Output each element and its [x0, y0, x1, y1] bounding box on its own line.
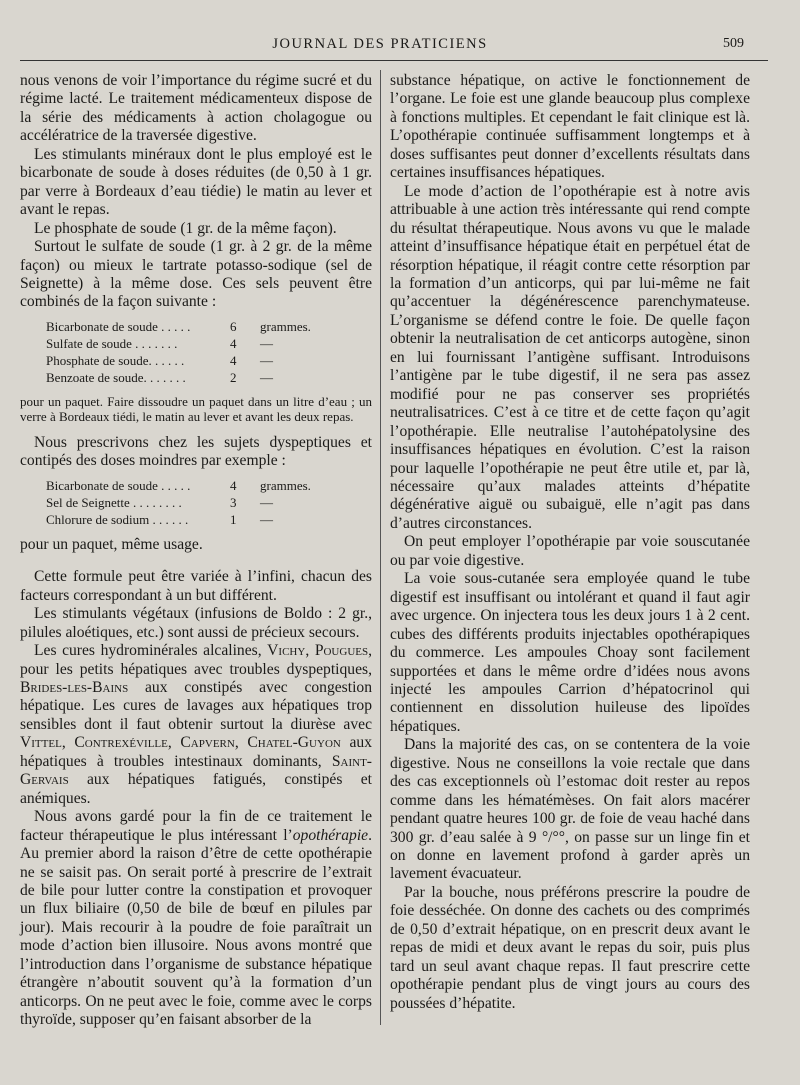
ingredient-unit: — [260, 335, 273, 351]
ingredient-name: Benzoate de soude. . . . . . . [46, 369, 186, 385]
text-run: . Au premier abord la raison d’être de cette opothérapie ne se saisit pas. On serait porté à prescrire de l’extrait de bile pour lutter contre la constipation et provoquer un flux biliaire (0,50 de bile de bœuf en pilules par jour). Mais recourir à la poudre de foie paraîtrait un mode d’action bien illusoire. Nous avons montré que l’introduction dans l’organisme de substance hépatique étrangère n’aboutit souvent qu’à la formation d’un anticorps. On ne peut avec le foie, comme avec le corps thyroïde, supposer qu’en faisant absorber de la [20, 826, 372, 1029]
spacer [20, 554, 372, 568]
recipe-table-1 [46, 318, 372, 386]
text-run: aux hépatiques à troubles intestinaux dominants, [20, 734, 373, 770]
paragraph: substance hépatique, on active le fonctionnement de l’organe. Le foie est une glande beaucoup plus complexe à fonctions multiples. Et cependant le fait clinique est là. L’opothérapie continuée suffisamment longtemps et à doses suffisantes peut donner d’excellents résultats dans certaines insuffisances hépatiques. [390, 72, 750, 182]
text-run: Nous avons gardé pour la fin de ce traitement le facteur thérapeutique le plus intéressant l’ [20, 808, 372, 844]
ingredient-name: Phosphate de soude. . . . . . [46, 352, 185, 368]
spa-name: Vittel [20, 734, 62, 752]
recipe-row [46, 494, 372, 511]
spa-name: Pougues [314, 642, 369, 660]
ingredient-unit: grammes. [260, 477, 311, 493]
text-run: , [305, 642, 315, 660]
ingredient-unit: grammes. [260, 318, 311, 334]
journal-title: JOURNAL DES PRATICIENS [272, 36, 488, 52]
running-header [0, 36, 800, 56]
ingredient-name: Bicarbonate de soude . . . . . [46, 318, 191, 334]
ingredient-unit: — [260, 511, 273, 527]
recipe-row [46, 318, 372, 335]
recipe-note: pour un paquet. Faire dissoudre un paquet dans un litre d’eau ; un verre à Bordeaux tiédi, le matin au lever et avant les deux repas. [20, 393, 372, 424]
right-column [390, 72, 750, 1013]
page-number: 509 [723, 36, 744, 51]
recipe-row [46, 352, 372, 369]
spa-name: Saint-Gervais [20, 752, 372, 789]
spa-name: Vichy [267, 642, 306, 660]
column-divider [380, 70, 381, 1025]
recipe-row [46, 511, 372, 528]
text-run: aux constipés avec congestion hépatique. Les cures de lavages aux hépatiques trop sensibles dont il faut obtenir surtout la diurèse avec [20, 678, 372, 733]
ingredient-name: Chlorure de sodium . . . . . . [46, 511, 189, 527]
text-run: , [61, 734, 75, 752]
spa-name: Capvern [180, 734, 235, 752]
spa-name: Brides-les-Bains [20, 678, 129, 696]
paragraph: Nous prescrivons chez les sujets dyspeptiques et contipés des doses moindres par exemple : [20, 433, 372, 470]
recipe-row [46, 477, 372, 494]
paragraph: On peut employer l’opothérapie par voie souscutanée ou par voie digestive. [390, 533, 750, 569]
ingredient-name: Sel de Seignette . . . . . . . . [46, 494, 182, 510]
ingredient-qty: 4 [230, 352, 237, 368]
text-run: , [234, 734, 248, 752]
ingredient-qty: 6 [230, 318, 237, 334]
ingredient-qty: 2 [230, 369, 237, 385]
recipe-table-2 [46, 477, 372, 528]
paragraph-cures [20, 642, 372, 808]
paragraph-opotherapie [20, 808, 372, 1029]
ingredient-qty: 1 [230, 511, 237, 527]
paragraph: pour un paquet, même usage. [20, 535, 203, 553]
paragraph: Les stimulants minéraux dont le plus employé est le bicarbonate de soude à doses réduites (de 0,50 à 1 gr. par verre à Bordeaux d’eau tiédie) le matin au lever et avant le repas. [20, 145, 372, 219]
text-run: aux hépatiques fatigués, constipés et anémiques. [20, 771, 372, 807]
ingredient-name: Bicarbonate de soude . . . . . [46, 477, 191, 493]
text-run: , [167, 734, 181, 752]
ingredient-name: Sulfate de soude . . . . . . . [46, 335, 178, 351]
paragraph: Dans la majorité des cas, on se contentera de la voie digestive. Nous ne conseillons la voie rectale que dans des cas exceptionnels où l’estomac doit rester au repos comme dans les hématémèses. On fait alors macérer pendant quatre heures 100 gr. de foie de veau haché dans 300 gr. d’eau salée à 9 °/°°, on passe sur un linge fin et on donne en lavement profond à garder après un lavement évacuateur. [390, 736, 750, 883]
emphasis: opothérapie [292, 826, 369, 844]
ingredient-unit: — [260, 369, 273, 385]
paragraph: Par la bouche, nous préférons prescrire la poudre de foie desséchée. On donne des cachets ou des comprimés de 0,50 d’extrait hépatique, on en prescrit deux avant le repas de midi et deux avant le repas du soir, puis plus tard un seul avant chaque repas. Il faut prescrire cette opothérapie pendant plus de vingt jours au cours des poussées d’hépatite. [390, 883, 750, 1012]
text-run: , pour les petits hépatiques avec troubles dyspeptiques, [20, 642, 373, 678]
header-rule [20, 60, 768, 61]
ingredient-unit: — [260, 352, 273, 368]
paragraph: Les stimulants végétaux (infusions de Boldo : 2 gr., pilules aloétiques, etc.) sont aussi de précieux secours. [20, 605, 372, 641]
recipe-row [46, 369, 372, 386]
paragraph: Surtout le sulfate de soude (1 gr. à 2 gr. de la même façon) ou mieux le tartrate potasso-sodique (sel de Seignette) à la même dose. Ces sels peuvent être combinés de la façon suivante : [20, 238, 372, 311]
spa-name: Contrexéville [74, 734, 168, 752]
ingredient-unit: — [260, 494, 273, 510]
left-column [20, 72, 372, 1030]
recipe-row [46, 335, 372, 352]
text-run: Les cures hydrominérales alcalines, [34, 642, 268, 660]
spa-name: Chatel-Guyon [247, 734, 341, 752]
paragraph: nous venons de voir l’importance du régime sucré et du régime lacté. Le traitement médicamenteux dispose de la série des médicaments à action cholagogue ou accélératrice de la traversée digestive. [20, 72, 372, 145]
ingredient-qty: 4 [230, 335, 237, 351]
ingredient-qty: 3 [230, 494, 237, 510]
paragraph: La voie sous-cutanée sera employée quand le tube digestif est insuffisant ou intolérant et quand il faut agir avec urgence. On injectera tous les deux jours 1 à 2 cent. cubes des différents produits injectables opothérapiques du commerce. Les ampoules Choay sont facilement supportées et dans le même ordre d’idées nous avons injecté les ampoules Carrion d’hépatocrinol qui contiennent en dissolution huileuse des lipoïdes hépatiques. [390, 570, 750, 735]
ingredient-qty: 4 [230, 477, 237, 493]
paragraph: Le phosphate de soude (1 gr. de la même façon). [34, 219, 337, 237]
paragraph: Cette formule peut être variée à l’infini, chacun des facteurs correspondant à un but différent. [20, 568, 372, 604]
paragraph: Le mode d’action de l’opothérapie est à notre avis attribuable à une action très intéressante qui rend compte du résultat thérapeutique. Nous avons vu que le malade atteint d’insuffisance hépatique était en perpétuel état de résorption hépatique, il réagit contre cette résorption par la formation d’un anticorps, qui par lui-même ne fait qu’accentuer la dégénérescence parenchymateuse. L’organisme se défend contre le foie. De quelle façon obtenir la neutralisation de cet anticorps autogène, sinon en lui fournissant l’antigène suffisant. Introduisons l’antigène par le tube digestif, il ne sera pas assez modifié pour ne pas conserver ses propriétés neutralisatrices. C’est à ce titre et de cette façon qu’agit l’opothérapie. Elle neutralise l’autohépatolysine des insuffisances hépatiques en évolution. C’est la raison pour laquelle l’opothérapie ne peut être utile et, par là, nécessaire qu’aux malades atteints d’hépatite dégénérative aiguë ou subaiguë, elle n’agit pas dans d’autres circonstances. [390, 182, 750, 532]
